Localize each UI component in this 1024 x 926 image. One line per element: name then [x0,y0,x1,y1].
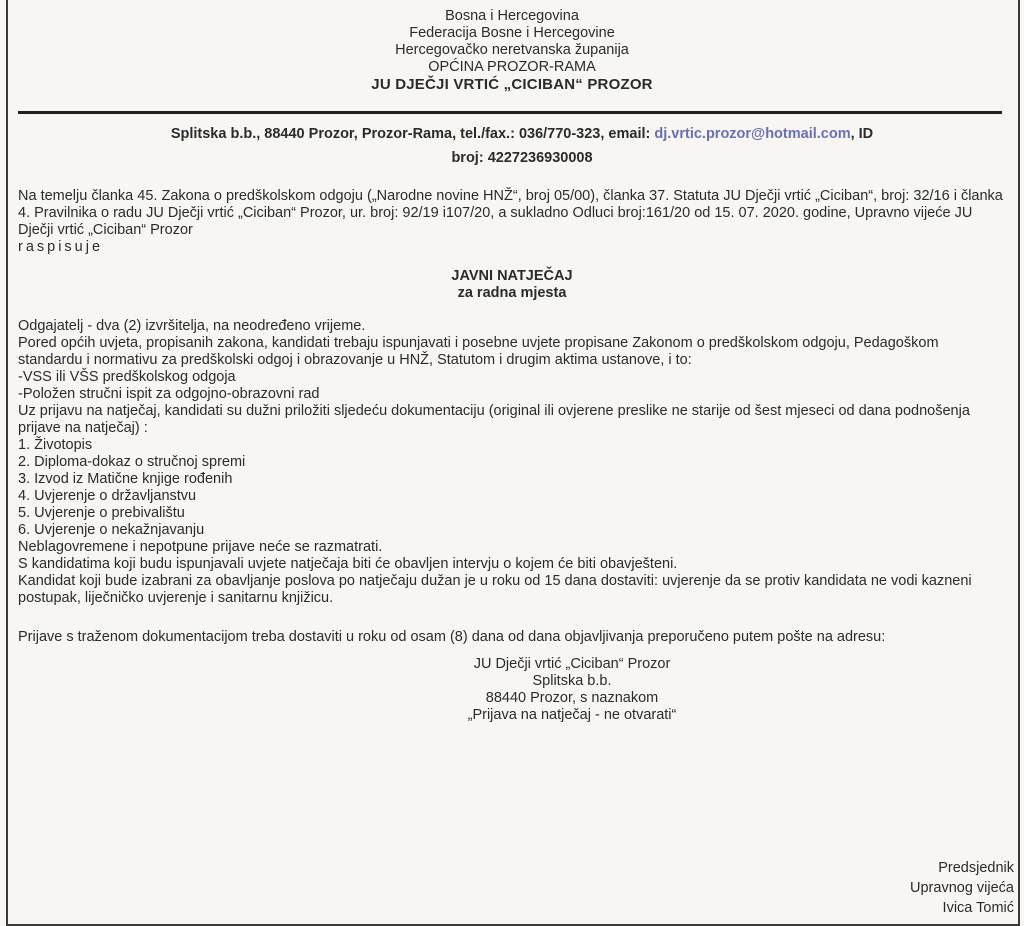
signature-block [910,858,1014,918]
document-item: 3. Izvod iz Matične knjige rođenih [18,471,233,487]
intro-paragraph: Na temelju članka 45. Zakona o predškolskom odgoju („Narodne novine HNŽ“, broj 05/00), članka 37. Statuta JU Dječji vrtić „Ciciban“, broj: 32/16 i članka 4. Pravilnika o radu JU Dječji vrtić „Ciciban“ Prozor, ur. broj: 92/19 i107/20, a sukladno Odluci broj:161/20 od 15. 07. 2020. godine, Upravno vijeće JU Dječji vrtić „Ciciban“ Prozor [18,188,1003,238]
document-header [0,8,1024,93]
header-municipality: OPĆINA PROZOR-RAMA [428,59,596,75]
header-federation: Federacija Bosne i Hercegovine [409,25,615,41]
signature-body: Upravnog vijeća [910,880,1014,896]
conditions-intro: Pored općih uvjeta, propisanih zakona, kandidati trebaju ispunjavati i posebne uvjete propisane Zakonom o predškolskom odgoju, Pedagoškom standardu i normativu za predškolski odgoj i obrazovanje u HNŽ, Statutom i drugim aktima ustanove, i to: [18,335,939,368]
note-item: Neblagovremene i nepotpune prijave neće se razmatrati. [18,539,383,555]
document-item: 2. Diploma-dokaz o stručnoj spremi [18,454,246,470]
contact-address: Splitska b.b., 88440 Prozor, Prozor-Rama, tel./fax.: 036/770-323, email: [170,126,655,142]
document-item: 1. Životopis [18,437,93,453]
address-line: Splitska b.b. [532,673,612,689]
organization-name: JU DJEČJI VRTIĆ „CICIBAN“ PROZOR [371,76,653,93]
submission-text: Prijave s traženom dokumentacijom treba dostaviti u roku od osam (8) dana od dana objavljivanja preporučeno putem pošte na adresu: [18,629,886,645]
document-body [18,188,1006,724]
document-item: 4. Uvjerenje o državljanstvu [18,488,197,504]
address-line: 88440 Prozor, s naznakom [485,690,659,706]
contact-info [40,122,1004,170]
submission-address [18,656,1006,724]
document-item: 5. Uvjerenje o prebivalištu [18,505,185,521]
header-canton: Hercegovačko neretvanska županija [395,42,629,58]
document-item: 6. Uvjerenje o nekažnjavanju [18,522,205,538]
position-name: Odgajatelj - dva (2) izvršitelja, na neodređeno vrijeme. [18,318,366,334]
header-country: Bosna i Hercegovina [445,8,579,24]
signature-name: Ivica Tomić [942,900,1014,916]
notice-subtitle: za radna mjesta [457,285,567,301]
email-link[interactable]: dj.vrtic.prozor@hotmail.com [654,126,851,142]
note-item: S kandidatima koji budu ispunjavali uvjete natječaja biti će obavljen intervju o kojem će biti obavješteni. [18,556,678,572]
address-line: „Prijava na natječaj - ne otvarati“ [467,707,677,723]
note-item: Kandidat koji bude izabrani za obavljanje poslova po natječaju dužan je u roku od 15 dana dostaviti: uvjerenje da se protiv kandidata ne vodi kazneni postupak, liječničko uvjerenje i sanitarnu knjižicu. [18,573,972,606]
documents-intro: Uz prijavu na natječaj, kandidati su dužni priložiti sljedeću dokumentaciju (original ili ovjerene preslike ne starije od šest mjeseci od dana podnošenja prijave na natječaj) : [18,403,970,436]
signature-title: Predsjednik [938,860,1014,876]
condition-item: -VSS ili VŠS predškolskog odgoja [18,369,236,385]
contact-id-label: , ID [850,126,874,142]
intro-verb: raspisuje [18,239,104,255]
notice-title: JAVNI NATJEČAJ [451,268,573,284]
condition-item: -Položen stručni ispit za odgojno-obrazovni rad [18,386,320,402]
address-line: JU Dječji vrtić „Ciciban“ Prozor [473,656,671,672]
header-divider [18,111,1002,114]
contact-id-number: broj: 4227236930008 [451,150,593,166]
